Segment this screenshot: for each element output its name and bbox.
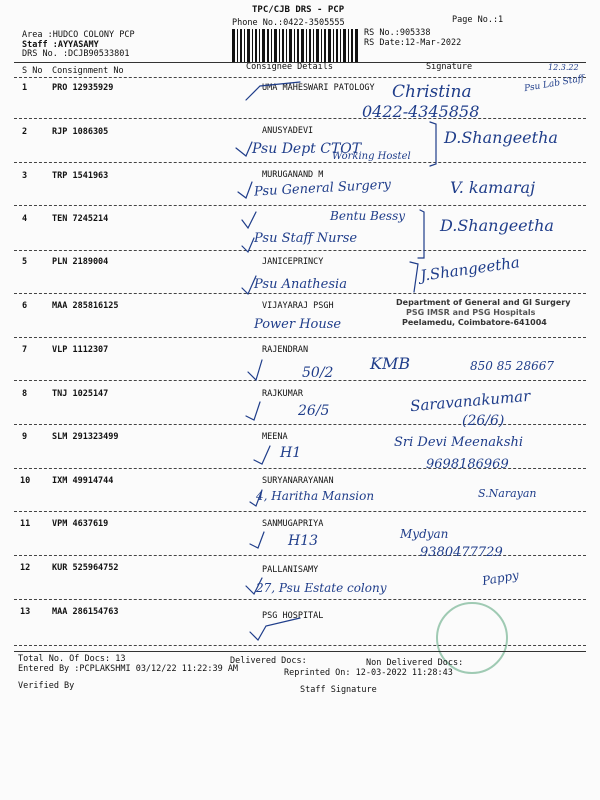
signature-row8: Saravanakumar bbox=[409, 386, 531, 416]
row-sno: 10 bbox=[20, 476, 31, 486]
handwritten-phone-row9: 9698186969 bbox=[426, 457, 509, 472]
handwritten-address2-row2: Working Hostel bbox=[332, 151, 411, 162]
stamp-hospital: PSG IMSR and PSG Hospitals bbox=[406, 308, 536, 317]
verified-by: Verified By bbox=[18, 681, 75, 691]
row-consignee: ANUSYADEVI bbox=[262, 126, 314, 136]
row-consignee: JANICEPRINCY bbox=[262, 257, 324, 267]
handwritten-address-row11: H13 bbox=[288, 533, 319, 549]
row-sno: 7 bbox=[22, 345, 28, 355]
report-title: TPC/CJB DRS - PCP bbox=[252, 5, 345, 15]
row-consignment: MAA 285816125 bbox=[52, 301, 119, 311]
signature-row10: S.Narayan bbox=[478, 487, 537, 500]
handwritten-date: 12.3.22 bbox=[548, 63, 579, 72]
row-sno: 3 bbox=[22, 171, 28, 181]
handwritten-address-row9: H1 bbox=[280, 445, 302, 461]
row-consignee: PALLANISAMY bbox=[262, 565, 319, 575]
col-sno: S No bbox=[22, 66, 43, 76]
signature-row5: J.Shangeetha bbox=[419, 253, 521, 285]
row-consignment: MAA 286154763 bbox=[52, 607, 119, 617]
row-sno: 9 bbox=[22, 432, 28, 442]
signature-row2: D.Shangeetha bbox=[444, 128, 558, 147]
row-consignment: PRO 12935929 bbox=[52, 83, 114, 93]
row-consignee: MURUGANAND M bbox=[262, 170, 324, 180]
rs-number: RS No.:905338 bbox=[364, 28, 431, 38]
row-consignment: RJP 1086305 bbox=[52, 127, 109, 137]
row-sno: 12 bbox=[20, 563, 31, 573]
signature-row1: Christina bbox=[392, 82, 472, 102]
row-consignment: IXM 49914744 bbox=[52, 476, 114, 486]
handwritten-address-row12: 27, Psu Estate colony bbox=[256, 581, 387, 595]
handwritten-address-row10: 4, Haritha Mansion bbox=[256, 489, 375, 503]
handwritten-address-row2: Psu Dept CTOT bbox=[252, 141, 362, 157]
staff-signature: Staff Signature bbox=[300, 685, 377, 695]
handwritten-address-row5: Psu Anathesia bbox=[254, 277, 347, 292]
row-consignment: PLN 2189004 bbox=[52, 257, 109, 267]
stamp-address: Peelamedu, Coimbatore-641004 bbox=[402, 318, 547, 327]
row-consignee: RAJKUMAR bbox=[262, 389, 303, 399]
handwritten-date-row8: (26/6) bbox=[462, 413, 505, 429]
signature-row7: KMB bbox=[370, 354, 411, 373]
entered-by: Entered By :PCPLAKSHMI 03/12/22 11:22:39 AM bbox=[18, 664, 239, 674]
signature-row11: Mydyan bbox=[400, 527, 449, 541]
row-consignee: MEENA bbox=[262, 432, 288, 442]
row-sno: 8 bbox=[22, 389, 28, 399]
row-consignee: SURYANARAYANAN bbox=[262, 476, 334, 486]
handwritten-phone-row1: 0422-4345858 bbox=[362, 102, 480, 121]
phone-number: Phone No.:0422-3505555 bbox=[232, 18, 345, 28]
area: Area :HUDCO COLONY PCP bbox=[22, 30, 135, 40]
row-sno: 13 bbox=[20, 607, 31, 617]
handwritten-address-row7: 50/2 bbox=[302, 365, 334, 381]
row-consignee: SANMUGAPRIYA bbox=[262, 519, 324, 529]
row-sno: 5 bbox=[22, 257, 28, 267]
handwritten-address-row8: 26/5 bbox=[298, 403, 330, 419]
page-number: Page No.:1 bbox=[452, 15, 504, 25]
reprinted-on: Reprinted On: 12-03-2022 11:28:43 bbox=[284, 668, 453, 678]
non-delivered-docs: Non Delivered Docs: bbox=[366, 658, 464, 668]
col-signature: Signature bbox=[426, 62, 473, 72]
row-consignment: TNJ 1025147 bbox=[52, 389, 109, 399]
drs-number: DRS No. :DCJB90533801 bbox=[22, 49, 130, 59]
row-consignment: VPM 4637619 bbox=[52, 519, 109, 529]
row-consignee: RAJENDRAN bbox=[262, 345, 309, 355]
footer-rule bbox=[14, 651, 586, 652]
row-sno: 11 bbox=[20, 519, 31, 529]
row-consignment: VLP 1112307 bbox=[52, 345, 109, 355]
staff-name: Staff :AYYASAMY bbox=[22, 40, 99, 50]
handwritten-phone-row7: 850 85 28667 bbox=[470, 359, 554, 373]
delivered-docs: Delivered Docs: bbox=[230, 656, 307, 666]
stamp-department: Department of General and GI Surgery bbox=[396, 298, 571, 307]
row-sno: 4 bbox=[22, 214, 28, 224]
handwritten-name-row4: Bentu Bessy bbox=[330, 209, 406, 223]
row-consignment: TRP 1541963 bbox=[52, 171, 109, 181]
signature-row12: Pappy bbox=[481, 567, 520, 589]
row-consignee: VIJAYARAJ PSGH bbox=[262, 301, 334, 311]
row-consignment: SLM 291323499 bbox=[52, 432, 119, 442]
row-consignee: PSG HOSPITAL bbox=[262, 611, 324, 621]
rs-date: RS Date:12-Mar-2022 bbox=[364, 38, 462, 48]
col-consignment: Consignment No bbox=[52, 66, 124, 76]
col-consignee: Consignee Details bbox=[246, 62, 333, 72]
handwritten-address-row6: Power House bbox=[254, 317, 342, 332]
row-sno: 1 bbox=[22, 83, 28, 93]
handwritten-note-row1: Psu Lab Staff bbox=[523, 73, 585, 95]
row-consignment: KUR 525964752 bbox=[52, 563, 119, 573]
signature-row3: V. kamaraj bbox=[450, 178, 536, 197]
row-consignee: UMA MAHESWARI PATOLOGY bbox=[262, 83, 375, 93]
total-docs: Total No. Of Docs: 13 bbox=[18, 654, 126, 664]
signature-row4: D.Shangeetha bbox=[440, 216, 554, 235]
row-sno: 2 bbox=[22, 127, 28, 137]
row-consignment: TEN 7245214 bbox=[52, 214, 109, 224]
row-sno: 6 bbox=[22, 301, 28, 311]
signature-row9: Sri Devi Meenakshi bbox=[394, 435, 524, 450]
handwritten-phone-row11: 9380477729 bbox=[420, 545, 503, 560]
handwritten-address-row3: Psu General Surgery bbox=[253, 177, 392, 200]
handwritten-address-row4: Psu Staff Nurse bbox=[254, 231, 358, 246]
